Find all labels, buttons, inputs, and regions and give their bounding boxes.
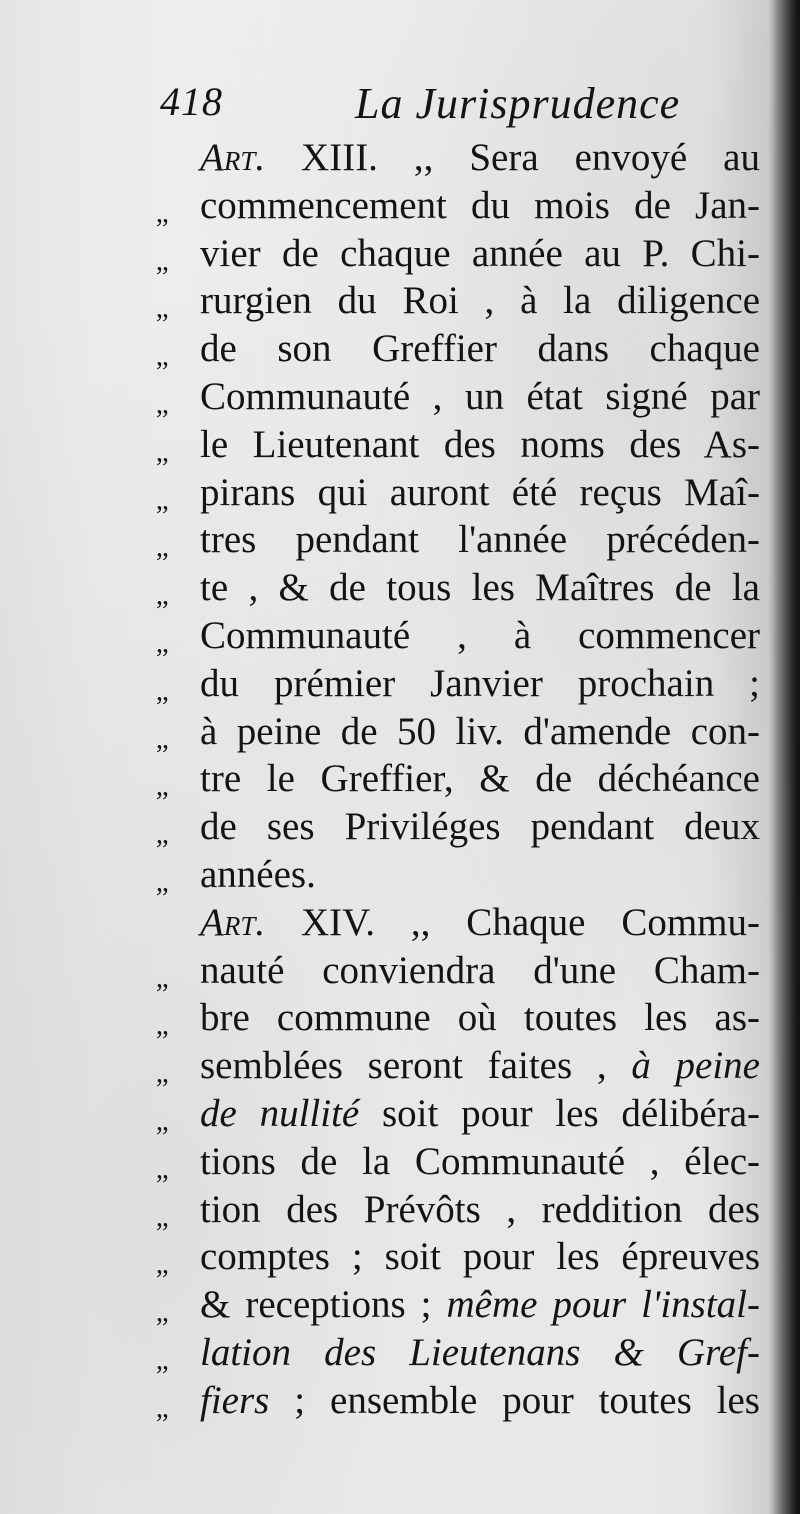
text-line: [150, 421, 760, 469]
quote-mark: ,,: [156, 293, 168, 325]
line-text: [200, 1233, 760, 1281]
line-text: [200, 421, 760, 469]
line-text: [200, 899, 760, 947]
italic-text: de nullité: [200, 1091, 360, 1135]
page-header: [160, 78, 720, 138]
text-line: [150, 708, 760, 756]
quote-mark: ,,: [156, 819, 168, 851]
quote-mark: ,,: [156, 388, 168, 420]
quote-mark: ,,: [156, 771, 168, 803]
line-text: [200, 373, 760, 421]
text-segment: pirans qui auront été reçus Maî-: [200, 470, 760, 514]
text-segment: XIII. ,, Sera envoyé au: [265, 136, 760, 179]
text-line: [150, 1138, 760, 1186]
text-segment: Communauté , à commencer: [200, 613, 760, 657]
text-line: [150, 1377, 760, 1425]
text-line: [150, 277, 760, 325]
text-line: [150, 134, 760, 182]
line-text: [200, 564, 760, 612]
line-text: [200, 755, 760, 803]
line-text: [200, 469, 760, 517]
text-segment: rurgien du Roi , à la diligence: [200, 279, 760, 323]
text-line: [150, 1042, 760, 1090]
text-line: [150, 803, 760, 851]
text-segment: Communauté , un état signé par: [200, 374, 760, 418]
running-title: La Jurisprudence: [355, 79, 681, 128]
line-text: [200, 612, 760, 660]
italic-text: à peine: [631, 1044, 760, 1088]
text-segment: & receptions ;: [200, 1283, 447, 1327]
page-edge-shadow: [772, 0, 800, 1514]
text-line: [150, 947, 760, 995]
line-text: [200, 660, 760, 708]
text-segment: de ses Priviléges pendant deux: [200, 805, 760, 849]
quote-mark: ,,: [156, 484, 168, 516]
line-text: [200, 1042, 760, 1090]
text-line: [150, 994, 760, 1042]
quote-mark: ,,: [156, 675, 168, 707]
text-segment: années.: [200, 852, 316, 896]
line-text: [200, 803, 760, 851]
line-text: [200, 1377, 760, 1425]
text-segment: commencement du mois de Jan-: [200, 183, 760, 227]
text-segment: tions de la Communauté , élec-: [200, 1139, 760, 1183]
text-segment: le Lieutenant des noms des As-: [200, 422, 760, 466]
quote-mark: ,,: [156, 962, 168, 994]
text-line: [150, 182, 760, 230]
quote-mark: ,,: [156, 627, 168, 659]
text-line: [150, 1090, 760, 1138]
text-segment: XIV. ,, Chaque Commu-: [265, 900, 760, 944]
line-text: [200, 182, 760, 230]
text-line: [150, 851, 760, 899]
quote-mark: ,,: [156, 1058, 168, 1090]
quote-mark: ,,: [156, 1249, 168, 1281]
text-segment: de son Greffier dans chaque: [200, 327, 760, 371]
line-text: [200, 1186, 760, 1234]
italic-text: fiers: [200, 1378, 270, 1422]
article-label: Art.: [200, 900, 266, 944]
line-text: [200, 1090, 760, 1138]
italic-text: même pour l'instal-: [446, 1283, 760, 1327]
text-line: [150, 612, 760, 660]
text-segment: bre commune où toutes les as-: [200, 996, 760, 1040]
text-line: [150, 373, 760, 421]
quote-mark: ,,: [156, 1297, 168, 1329]
text-segment: semblées seront faites ,: [200, 1044, 632, 1088]
line-text: [200, 277, 760, 325]
quote-mark: ,,: [156, 1201, 168, 1233]
quote-mark: ,,: [156, 580, 168, 612]
line-text: [200, 516, 760, 564]
line-text: [200, 1138, 760, 1186]
quote-mark: ,,: [156, 1392, 168, 1424]
text-line: [150, 230, 760, 278]
text-segment: tres pendant l'année précéden-: [200, 518, 760, 562]
text-segment: tion des Prévôts , reddition des: [200, 1187, 760, 1231]
line-text: [200, 1281, 760, 1329]
italic-text: lation des Lieutenans & Gref-: [200, 1330, 760, 1374]
quote-mark: ,,: [156, 866, 168, 898]
text-line: [150, 660, 760, 708]
text-segment: ; ensemble pour toutes les: [269, 1378, 760, 1422]
text-segment: du prémier Janvier prochain ;: [200, 661, 760, 705]
text-segment: à peine de 50 liv. d'amende con-: [200, 709, 760, 753]
text-segment: vier de chaque année au P. Chi-: [200, 231, 760, 275]
quote-mark: ,,: [156, 436, 168, 468]
quote-mark: ,,: [156, 197, 168, 229]
body-text: [150, 134, 760, 1425]
line-text: [200, 230, 760, 278]
line-text: [200, 994, 760, 1042]
text-line: [150, 755, 760, 803]
text-line: [150, 564, 760, 612]
text-line: [150, 1281, 760, 1329]
text-line: [150, 1186, 760, 1234]
quote-mark: ,,: [156, 1153, 168, 1185]
line-text: [200, 947, 760, 995]
line-text: [200, 851, 760, 899]
text-segment: te , & de tous les Maîtres de la: [200, 566, 760, 610]
page-number: 418: [160, 79, 223, 124]
text-line: [150, 469, 760, 517]
quote-mark: ,,: [156, 723, 168, 755]
text-segment: soit pour les délibéra-: [359, 1091, 761, 1135]
line-text: [200, 325, 760, 373]
quote-mark: ,,: [156, 1010, 168, 1042]
line-text: [200, 134, 760, 182]
text-line: [150, 1329, 760, 1377]
line-text: [200, 1329, 760, 1377]
quote-mark: ,,: [156, 1344, 168, 1376]
text-segment: comptes ; soit pour les épreuves: [200, 1235, 760, 1279]
text-segment: nauté conviendra d'une Cham-: [200, 948, 760, 992]
quote-mark: ,,: [156, 1105, 168, 1137]
quote-mark: ,,: [156, 245, 168, 277]
text-line: [150, 1233, 760, 1281]
article-label: Art.: [200, 136, 266, 179]
line-text: [200, 708, 760, 756]
quote-mark: ,,: [156, 532, 168, 564]
text-line: [150, 325, 760, 373]
text-line: [150, 899, 760, 947]
text-line: [150, 516, 760, 564]
text-segment: tre le Greffier, & de déchéance: [200, 757, 760, 801]
quote-mark: ,,: [156, 341, 168, 373]
